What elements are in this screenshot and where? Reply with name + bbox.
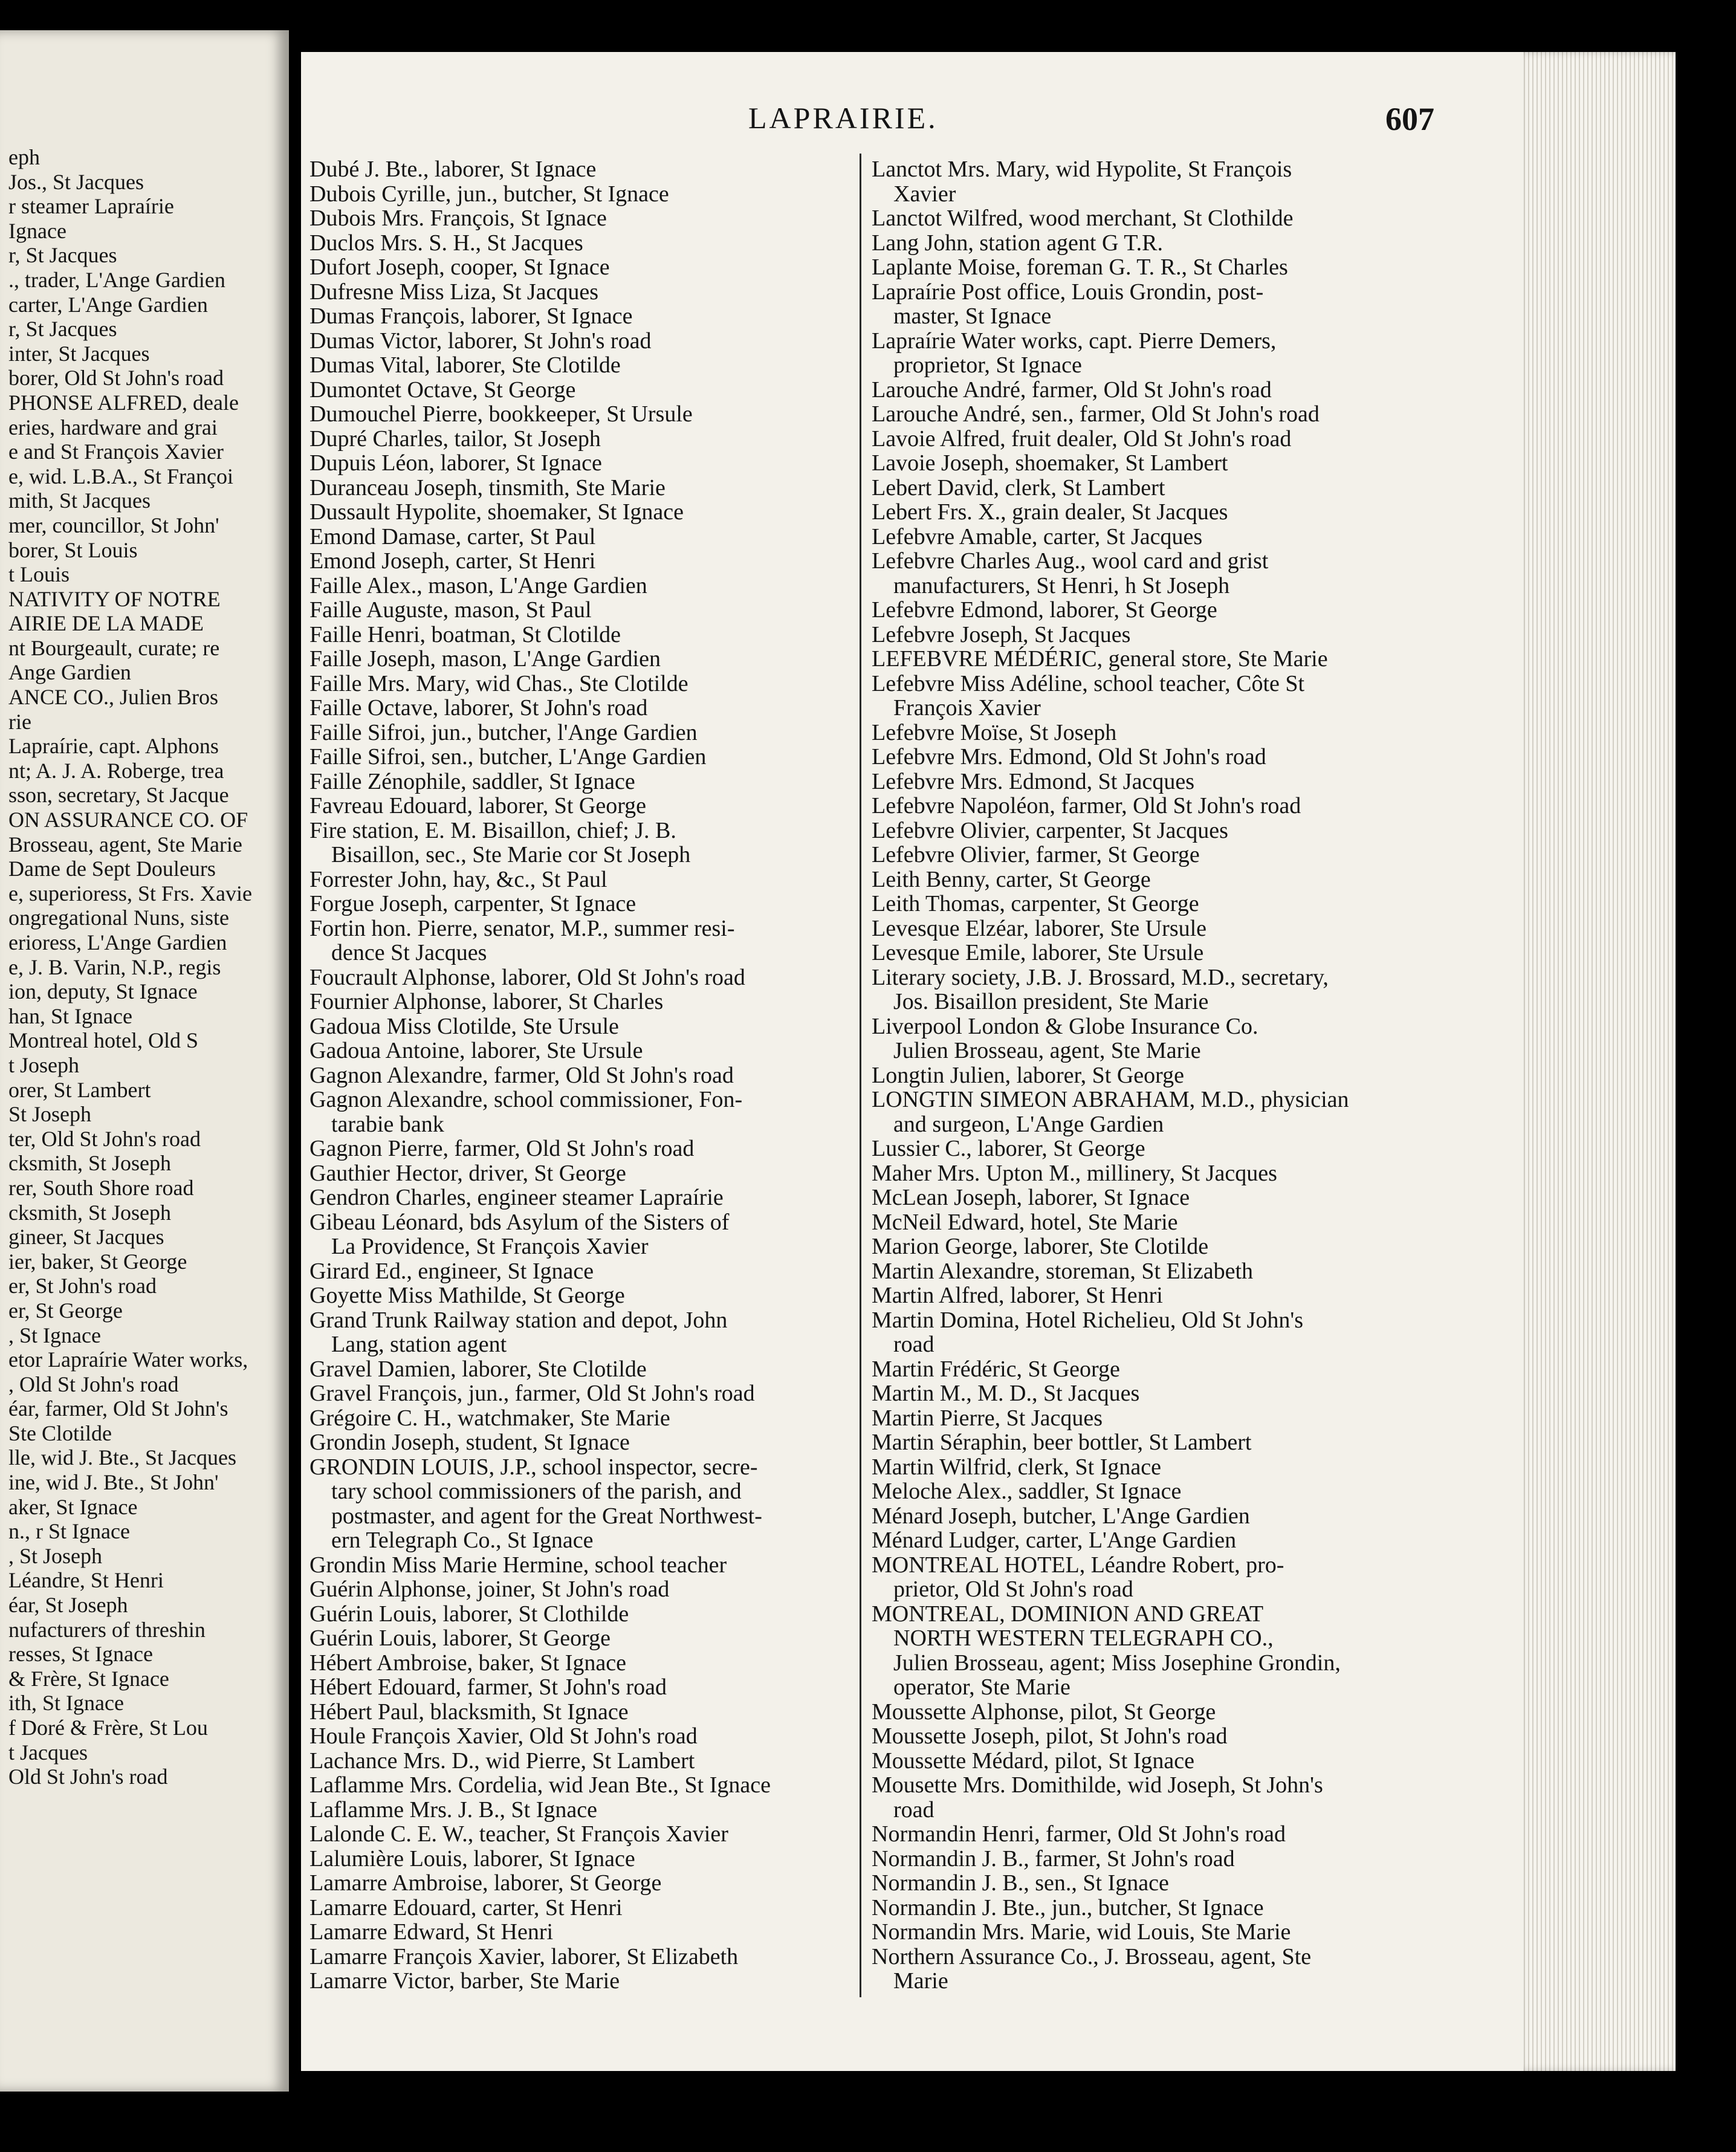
- previous-page-line: Montreal hotel, Old S: [8, 1028, 198, 1053]
- directory-entry: Julien Brosseau, agent, Ste Marie: [893, 1038, 1201, 1063]
- directory-entry: Normandin J. Bte., jun., butcher, St Ignace: [872, 1894, 1264, 1920]
- directory-entry: Bisaillon, sec., Ste Marie cor St Joseph: [331, 842, 691, 867]
- previous-page-line: aker, St Ignace: [8, 1494, 138, 1519]
- directory-entry: Normandin Henri, farmer, Old St John's road: [872, 1821, 1286, 1847]
- directory-entry: Lefebvre Olivier, farmer, St George: [872, 842, 1200, 867]
- directory-entry: Gravel Damien, laborer, Ste Clotilde: [309, 1356, 647, 1382]
- previous-page-line: borer, St Louis: [8, 537, 138, 562]
- directory-entry: Lavoie Alfred, fruit dealer, Old St John's road: [872, 426, 1292, 452]
- column-divider: [860, 154, 861, 1997]
- directory-entry: Martin Alfred, laborer, St Henri: [872, 1283, 1163, 1308]
- directory-entry: Leith Thomas, carpenter, St George: [872, 891, 1199, 916]
- page-number: 607: [1385, 101, 1434, 137]
- directory-entry: Gagnon Alexandre, farmer, Old St John's road: [309, 1062, 734, 1088]
- previous-page-line: Ste Clotilde: [8, 1421, 112, 1445]
- directory-entry: McLean Joseph, laborer, St Ignace: [872, 1185, 1190, 1210]
- previous-page-line: Brosseau, agent, Ste Marie: [8, 832, 242, 857]
- previous-page-line: eries, hardware and grai: [8, 415, 218, 439]
- page-edges: [1512, 52, 1676, 2071]
- directory-entry: Lang, station agent: [331, 1332, 507, 1357]
- previous-page-line: Dame de Sept Douleurs: [8, 857, 216, 881]
- previous-page-line: r, St Jacques: [8, 317, 117, 342]
- previous-page-line: carter, L'Ange Gardien: [8, 292, 208, 317]
- directory-entry: Martin M., M. D., St Jacques: [872, 1381, 1140, 1406]
- directory-column-left: [309, 157, 847, 1994]
- directory-entry: Martin Pierre, St Jacques: [872, 1405, 1103, 1431]
- previous-page-line: mith, St Jacques: [8, 488, 151, 513]
- directory-entry: Gravel François, jun., farmer, Old St John's road: [309, 1381, 755, 1406]
- directory-entry: Faille Joseph, mason, L'Ange Gardien: [309, 646, 661, 672]
- directory-entry: Lamarre Ambroise, laborer, St George: [309, 1870, 662, 1896]
- directory-entry: Lebert David, clerk, St Lambert: [872, 475, 1165, 501]
- directory-entry: Marie: [893, 1968, 948, 1994]
- previous-page-line: n., r St Ignace: [8, 1519, 130, 1544]
- previous-page-line: ON ASSURANCE CO. OF: [8, 808, 248, 832]
- previous-page-line: ith, St Ignace: [8, 1691, 124, 1716]
- directory-entry: Lefebvre Amable, carter, St Jacques: [872, 523, 1203, 549]
- directory-entry: Gadoua Miss Clotilde, Ste Ursule: [309, 1013, 619, 1039]
- directory-entry: Dumas Victor, laborer, St John's road: [309, 328, 652, 354]
- directory-entry: and surgeon, L'Ange Gardien: [893, 1111, 1164, 1137]
- previous-page-line: nufacturers of threshin: [8, 1617, 206, 1642]
- directory-entry: Guérin Louis, laborer, St Clothilde: [309, 1601, 629, 1627]
- directory-entry: Lamarre Edouard, carter, St Henri: [309, 1894, 623, 1920]
- directory-entry: Dufresne Miss Liza, St Jacques: [309, 279, 599, 305]
- directory-entry: Levesque Emile, laborer, Ste Ursule: [872, 940, 1204, 965]
- directory-entry: Lefebvre Charles Aug., wool card and grist: [872, 548, 1269, 574]
- previous-page-line: éar, farmer, Old St John's: [8, 1396, 228, 1421]
- directory-entry: Fournier Alphonse, laborer, St Charles: [309, 989, 664, 1014]
- directory-entry: Fire station, E. M. Bisaillon, chief; J. B.: [309, 817, 676, 843]
- previous-page-line: ine, wid J. Bte., St John': [8, 1470, 219, 1495]
- directory-entry: Leith Benny, carter, St George: [872, 866, 1151, 892]
- directory-entry: Jos. Bisaillon president, Ste Marie: [893, 989, 1209, 1014]
- directory-entry: Forgue Joseph, carpenter, St Ignace: [309, 891, 636, 916]
- directory-entry: Lefebvre Joseph, St Jacques: [872, 621, 1131, 647]
- directory-entry: operator, Ste Marie: [893, 1674, 1070, 1700]
- directory-entry: MONTREAL, DOMINION AND GREAT: [872, 1601, 1264, 1627]
- directory-entry: Houle François Xavier, Old St John's road: [309, 1723, 698, 1749]
- previous-page-line: mer, councillor, St John': [8, 513, 219, 537]
- previous-page-line: Jos., St Jacques: [8, 169, 144, 194]
- previous-page-line: ion, deputy, St Ignace: [8, 979, 198, 1004]
- directory-entry: Lapraírie Post office, Louis Grondin, post-: [872, 279, 1264, 305]
- directory-entry: Girard Ed., engineer, St Ignace: [309, 1258, 594, 1284]
- directory-entry: La Providence, St François Xavier: [331, 1234, 649, 1259]
- previous-page-line: , Old St John's road: [8, 1372, 179, 1396]
- directory-entry: Martin Domina, Hotel Richelieu, Old St John's: [872, 1307, 1304, 1333]
- previous-page-line: resses, St Ignace: [8, 1642, 153, 1667]
- previous-page-line: sson, secretary, St Jacque: [8, 783, 229, 808]
- page-header: [301, 100, 1523, 143]
- directory-entry: Normandin J. B., sen., St Ignace: [872, 1870, 1169, 1896]
- previous-page-line: ANCE CO., Julien Bros: [8, 685, 219, 710]
- previous-page-line: PHONSE ALFRED, deale: [8, 390, 239, 415]
- directory-entry: LEFEBVRE MÉDÉRIC, general store, Ste Marie: [872, 646, 1328, 672]
- directory-entry: prietor, Old St John's road: [893, 1577, 1133, 1602]
- directory-entry: Dubé J. Bte., laborer, St Ignace: [309, 157, 597, 182]
- directory-entry: Hébert Ambroise, baker, St Ignace: [309, 1650, 626, 1676]
- directory-entry: Maher Mrs. Upton M., millinery, St Jacques: [872, 1160, 1277, 1186]
- previous-page-line: AIRIE DE LA MADE: [8, 611, 204, 636]
- previous-page-line: e, wid. L.B.A., St Françoi: [8, 464, 233, 488]
- previous-page-line: gineer, St Jacques: [8, 1225, 164, 1249]
- directory-entry: Lefebvre Moïse, St Joseph: [872, 719, 1117, 745]
- directory-entry: MONTREAL HOTEL, Léandre Robert, pro-: [872, 1552, 1284, 1578]
- directory-entry: Lefebvre Mrs. Edmond, Old St John's road: [872, 744, 1266, 770]
- directory-entry: Lanctot Wilfred, wood merchant, St Clothilde: [872, 206, 1294, 231]
- directory-entry: Lefebvre Napoléon, farmer, Old St John's road: [872, 793, 1301, 818]
- previous-page-line: , St Joseph: [8, 1543, 103, 1568]
- directory-entry: Moussette Joseph, pilot, St John's road: [872, 1723, 1228, 1749]
- previous-page-lines: [8, 145, 289, 1789]
- directory-entry: Martin Alexandre, storeman, St Elizabeth: [872, 1258, 1254, 1284]
- previous-page-line: éar, St Joseph: [8, 1593, 128, 1618]
- previous-page-line: etor Lapraírie Water works,: [8, 1347, 248, 1372]
- directory-entry: Gadoua Antoine, laborer, Ste Ursule: [309, 1038, 643, 1063]
- directory-entry: Forrester John, hay, &c., St Paul: [309, 866, 607, 892]
- directory-entry: Hébert Edouard, farmer, St John's road: [309, 1674, 667, 1700]
- directory-entry: Laflamme Mrs. J. B., St Ignace: [309, 1797, 597, 1823]
- previous-page-line: Léandre, St Henri: [8, 1568, 164, 1593]
- directory-entry: Mousette Mrs. Domithilde, wid Joseph, St John's: [872, 1772, 1323, 1798]
- directory-entry: Faille Auguste, mason, St Paul: [309, 597, 592, 623]
- directory-entry: Grondin Joseph, student, St Ignace: [309, 1430, 630, 1455]
- previous-page-line: er, St George: [8, 1298, 123, 1323]
- directory-entry: Lamarre Edward, St Henri: [309, 1919, 554, 1945]
- directory-entry: Ménard Ludger, carter, L'Ange Gardien: [872, 1528, 1237, 1553]
- directory-entry: Lefebvre Miss Adéline, school teacher, Côte St: [872, 670, 1305, 696]
- previous-page-line: & Frère, St Ignace: [8, 1666, 169, 1691]
- previous-page-line: St Joseph: [8, 1102, 92, 1127]
- directory-entry: postmaster, and agent for the Great Northwest-: [331, 1503, 762, 1529]
- directory-entry: Moussette Alphonse, pilot, St George: [872, 1699, 1216, 1725]
- directory-entry: Lapraírie Water works, capt. Pierre Demers,: [872, 328, 1277, 354]
- previous-page-line: f Doré & Frère, St Lou: [8, 1716, 208, 1740]
- directory-entry: Liverpool London & Globe Insurance Co.: [872, 1013, 1258, 1039]
- directory-entry: Faille Sifroi, sen., butcher, L'Ange Gardien: [309, 744, 707, 770]
- directory-entry: Foucrault Alphonse, laborer, Old St John's road: [309, 964, 745, 990]
- previous-page-line: e and St François Xavier: [8, 439, 224, 464]
- directory-entry: Dumouchel Pierre, bookkeeper, St Ursule: [309, 401, 693, 427]
- directory-entry: proprietor, St Ignace: [893, 352, 1082, 378]
- directory-entry: Dumontet Octave, St George: [309, 377, 576, 403]
- previous-page-line: lle, wid J. Bte., St Jacques: [8, 1445, 236, 1470]
- directory-entry: Lalonde C. E. W., teacher, St François Xavier: [309, 1821, 728, 1847]
- directory-entry: Longtin Julien, laborer, St George: [872, 1062, 1185, 1088]
- previous-page-line: rie: [8, 709, 31, 734]
- directory-entry: Lebert Frs. X., grain dealer, St Jacques: [872, 499, 1228, 525]
- directory-entry: road: [893, 1332, 934, 1357]
- directory-entry: Emond Joseph, carter, St Henri: [309, 548, 596, 574]
- directory-entry: Normandin Mrs. Marie, wid Louis, Ste Marie: [872, 1919, 1291, 1945]
- directory-entry: Faille Zénophile, saddler, St Ignace: [309, 768, 635, 794]
- directory-entry: Dubois Mrs. François, St Ignace: [309, 206, 607, 231]
- directory-entry: Dussault Hypolite, shoemaker, St Ignace: [309, 499, 684, 525]
- directory-entry: Duranceau Joseph, tinsmith, Ste Marie: [309, 475, 666, 501]
- previous-page-line: nt Bourgeault, curate; re: [8, 635, 220, 660]
- directory-entry: master, St Ignace: [893, 303, 1052, 329]
- directory-entry: Faille Mrs. Mary, wid Chas., Ste Clotilde: [309, 670, 688, 696]
- directory-entry: Marion George, laborer, Ste Clotilde: [872, 1234, 1209, 1259]
- previous-page-line: han, St Ignace: [8, 1003, 132, 1028]
- directory-entry: ern Telegraph Co., St Ignace: [331, 1528, 594, 1553]
- directory-entry: Goyette Miss Mathilde, St George: [309, 1283, 625, 1308]
- directory-entry: Gagnon Alexandre, school commissioner, Fon-: [309, 1087, 743, 1112]
- directory-entry: Lachance Mrs. D., wid Pierre, St Lambert: [309, 1748, 695, 1774]
- directory-entry: Lefebvre Olivier, carpenter, St Jacques: [872, 817, 1228, 843]
- directory-entry: Lamarre Victor, barber, Ste Marie: [309, 1968, 620, 1994]
- directory-entry: Lefebvre Edmond, laborer, St George: [872, 597, 1217, 623]
- previous-page-line: Ignace: [8, 218, 66, 243]
- directory-entry: Grand Trunk Railway station and depot, John: [309, 1307, 728, 1333]
- previous-page-line: NATIVITY OF NOTRE: [8, 586, 221, 611]
- directory-entry: Faille Henri, boatman, St Clotilde: [309, 621, 621, 647]
- previous-page-line: ier, baker, St George: [8, 1249, 187, 1274]
- previous-page-line: t Joseph: [8, 1052, 79, 1077]
- directory-entry: dence St Jacques: [331, 940, 487, 965]
- previous-page-line: t Louis: [8, 562, 70, 587]
- directory-entry: Julien Brosseau, agent; Miss Josephine Grondin,: [893, 1650, 1341, 1676]
- directory-entry: manufacturers, St Henri, h St Joseph: [893, 572, 1230, 598]
- directory-entry: Northern Assurance Co., J. Brosseau, agent, Ste: [872, 1943, 1312, 1969]
- previous-page-line: orer, St Lambert: [8, 1077, 151, 1102]
- directory-page: [301, 52, 1523, 2071]
- directory-entry: road: [893, 1797, 934, 1823]
- directory-entry: Dubois Cyrille, jun., butcher, St Ignace: [309, 181, 669, 207]
- directory-entry: Xavier: [893, 181, 956, 207]
- directory-entry: Lefebvre Mrs. Edmond, St Jacques: [872, 768, 1194, 794]
- directory-entry: LONGTIN SIMEON ABRAHAM, M.D., physician: [872, 1087, 1349, 1112]
- directory-entry: Lalumière Louis, laborer, St Ignace: [309, 1846, 635, 1872]
- directory-entry: Dupré Charles, tailor, St Joseph: [309, 426, 601, 452]
- directory-entry: Faille Sifroi, jun., butcher, l'Ange Gardien: [309, 719, 698, 745]
- previous-page-line: e, superioress, St Frs. Xavie: [8, 881, 252, 906]
- previous-page-line: e, J. B. Varin, N.P., regis: [8, 954, 221, 979]
- directory-entry: Grégoire C. H., watchmaker, Ste Marie: [309, 1405, 670, 1431]
- previous-page-line: nt; A. J. A. Roberge, trea: [8, 758, 224, 783]
- directory-entry: tarabie bank: [331, 1111, 444, 1137]
- directory-entry: Meloche Alex., saddler, St Ignace: [872, 1479, 1182, 1504]
- directory-entry: Lussier C., laborer, St George: [872, 1136, 1145, 1161]
- previous-page-line: er, St John's road: [8, 1274, 157, 1298]
- directory-entry: NORTH WESTERN TELEGRAPH CO.,: [893, 1625, 1274, 1651]
- directory-entry: Faille Octave, laborer, St John's road: [309, 695, 648, 721]
- directory-entry: Fortin hon. Pierre, senator, M.P., summer resi-: [309, 915, 735, 941]
- previous-page-line: , St Ignace: [8, 1323, 101, 1347]
- directory-entry: Guérin Alphonse, joiner, St John's road: [309, 1577, 670, 1602]
- directory-entry: François Xavier: [893, 695, 1041, 721]
- previous-page-line: r steamer Lapraírie: [8, 194, 174, 219]
- directory-entry: Dufort Joseph, cooper, St Ignace: [309, 254, 610, 280]
- previous-page-line: ter, Old St John's road: [8, 1126, 201, 1151]
- directory-entry: Faille Alex., mason, L'Ange Gardien: [309, 572, 647, 598]
- directory-entry: Martin Wilfrid, clerk, St Ignace: [872, 1454, 1161, 1480]
- directory-entry: Lavoie Joseph, shoemaker, St Lambert: [872, 450, 1228, 476]
- directory-entry: GRONDIN LOUIS, J.P., school inspector, secre-: [309, 1454, 758, 1480]
- directory-entry: Levesque Elzéar, laborer, Ste Ursule: [872, 915, 1207, 941]
- directory-entry: Martin Séraphin, beer bottler, St Lambert: [872, 1430, 1252, 1455]
- directory-entry: McNeil Edward, hotel, Ste Marie: [872, 1209, 1178, 1235]
- directory-entry: Emond Damase, carter, St Paul: [309, 523, 596, 549]
- previous-page-line: eph: [8, 145, 40, 169]
- previous-page-line: ongregational Nuns, siste: [8, 906, 229, 930]
- directory-entry: Lang John, station agent G T.R.: [872, 230, 1163, 256]
- directory-entry: Dupuis Léon, laborer, St Ignace: [309, 450, 602, 476]
- directory-entry: Literary society, J.B. J. Brossard, M.D., secretary,: [872, 964, 1329, 990]
- directory-entry: Hébert Paul, blacksmith, St Ignace: [309, 1699, 629, 1725]
- directory-column-right: [872, 157, 1503, 1994]
- previous-page-line: t Jacques: [8, 1740, 88, 1765]
- previous-page-line: r, St Jacques: [8, 243, 117, 268]
- directory-entry: Laflamme Mrs. Cordelia, wid Jean Bte., St Ignace: [309, 1772, 771, 1798]
- directory-entry: Larouche André, sen., farmer, Old St John's road: [872, 401, 1320, 427]
- previous-page-fragment: [0, 30, 289, 2092]
- directory-entry: Normandin J. B., farmer, St John's road: [872, 1846, 1235, 1872]
- running-head: LAPRAIRIE.: [748, 101, 938, 135]
- directory-entry: Guérin Louis, laborer, St George: [309, 1625, 611, 1651]
- previous-page-line: Ange Gardien: [8, 660, 131, 685]
- directory-entry: Lanctot Mrs. Mary, wid Hypolite, St François: [872, 157, 1292, 182]
- previous-page-line: inter, St Jacques: [8, 341, 150, 366]
- directory-entry: Gauthier Hector, driver, St George: [309, 1160, 626, 1186]
- directory-entry: Duclos Mrs. S. H., St Jacques: [309, 230, 583, 256]
- directory-entry: Favreau Edouard, laborer, St George: [309, 793, 647, 818]
- directory-entry: Lamarre François Xavier, laborer, St Elizabeth: [309, 1943, 739, 1969]
- directory-entry: Grondin Miss Marie Hermine, school teacher: [309, 1552, 727, 1578]
- previous-page-line: rer, South Shore road: [8, 1175, 194, 1200]
- previous-page-line: borer, Old St John's road: [8, 366, 224, 391]
- previous-page-line: Old St John's road: [8, 1765, 168, 1789]
- directory-entry: Gibeau Léonard, bds Asylum of the Sisters of: [309, 1209, 730, 1235]
- previous-page-line: ., trader, L'Ange Gardien: [8, 267, 225, 292]
- directory-entry: Gagnon Pierre, farmer, Old St John's road: [309, 1136, 695, 1161]
- directory-entry: tary school commissioners of the parish, and: [331, 1479, 742, 1504]
- directory-entry: Moussette Médard, pilot, St Ignace: [872, 1748, 1195, 1774]
- previous-page-line: erioress, L'Ange Gardien: [8, 930, 227, 954]
- directory-entry: Laplante Moise, foreman G. T. R., St Charles: [872, 254, 1288, 280]
- directory-entry: Martin Frédéric, St George: [872, 1356, 1120, 1382]
- directory-entry: Ménard Joseph, butcher, L'Ange Gardien: [872, 1503, 1250, 1529]
- directory-entry: Gendron Charles, engineer steamer Lapraírie: [309, 1185, 724, 1210]
- previous-page-line: cksmith, St Joseph: [8, 1151, 172, 1176]
- directory-entry: Larouche André, farmer, Old St John's road: [872, 377, 1272, 403]
- directory-entry: Dumas François, laborer, St Ignace: [309, 303, 633, 329]
- previous-page-line: Lapraírie, capt. Alphons: [8, 734, 219, 759]
- previous-page-line: cksmith, St Joseph: [8, 1200, 172, 1225]
- directory-entry: Dumas Vital, laborer, Ste Clotilde: [309, 352, 621, 378]
